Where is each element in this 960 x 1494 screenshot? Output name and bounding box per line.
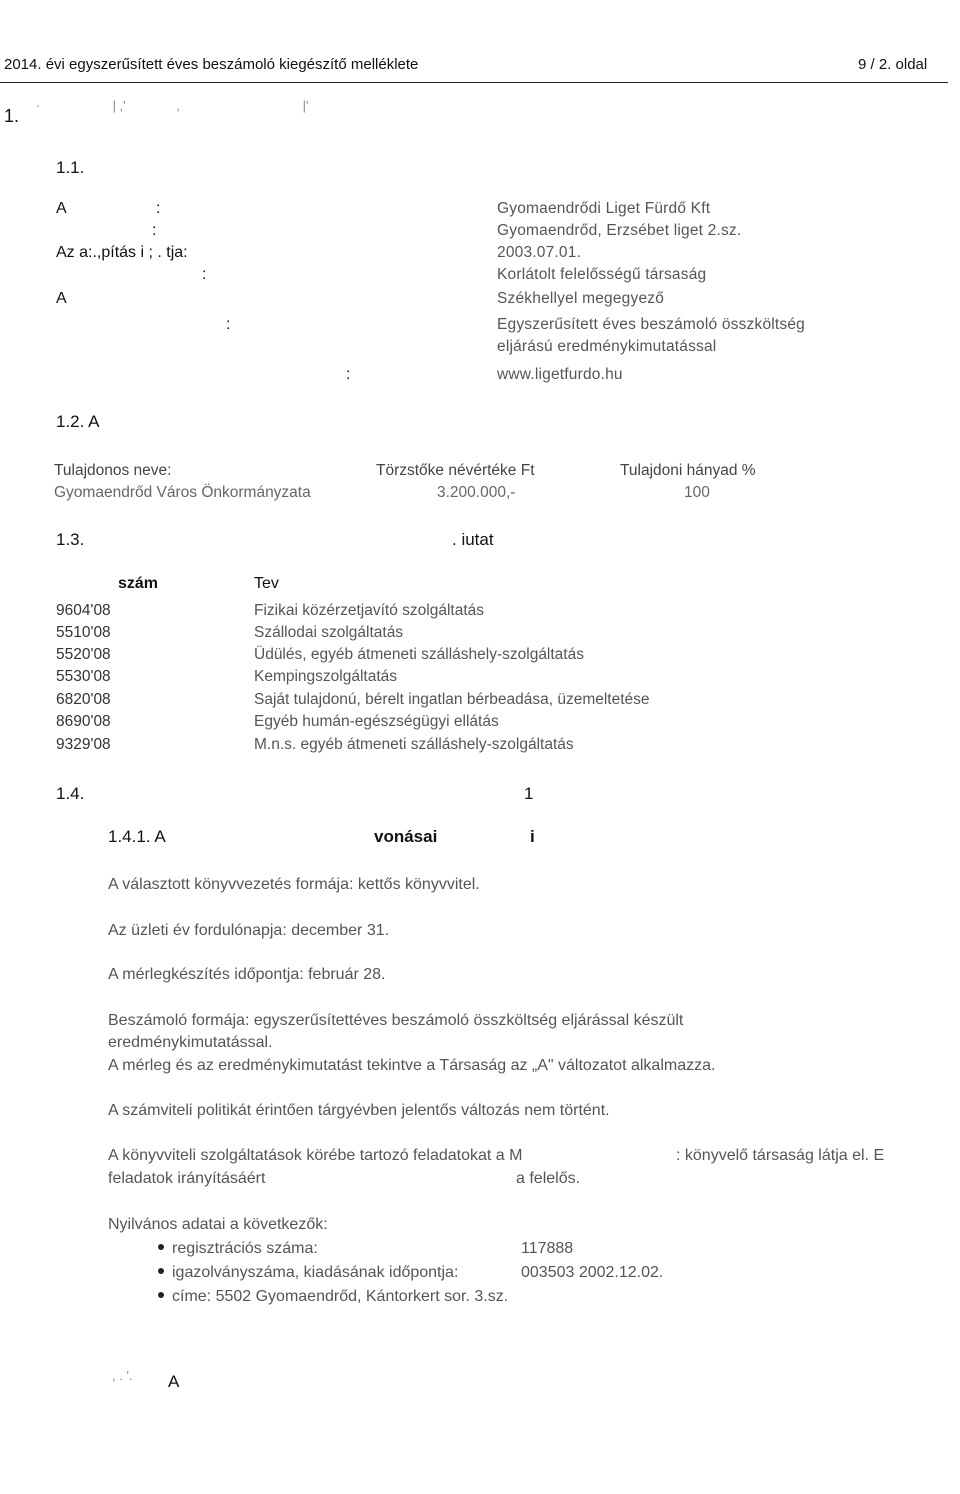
owners-header-share: Tulajdoni hányad % [620,462,756,479]
label-form: : [202,266,207,283]
company-name-value: Gyomaendrődi Liget Fürdő Kft [497,200,711,217]
activity-code: 5510'08 [56,624,111,641]
report-type-value-line2: eljárású eredménykimutatással [497,338,717,355]
bullet-registration [158,1240,318,1258]
label-web: : [346,366,351,383]
section-1-4-1-heading-mid: vonásai [374,827,438,846]
section-1-4-heading-end: 1 [524,784,534,803]
label-company-name: A [56,200,67,217]
activity-code: 9329'08 [56,736,111,753]
label-founding: Az a:.,pítás i ; . tja: [56,244,188,261]
scan-artifact: · | ,' , |' [36,98,309,113]
bullet-label: igazolványszáma, kiadásának időpontja: [172,1264,459,1281]
activity-code: 6820'08 [56,691,111,708]
activity-desc: Üdülés, egyéb átmeneti szálláshely-szolgáltatás [254,646,584,663]
activity-code: 5530'08 [56,668,111,685]
paragraph-report-form-line1: Beszámoló formája: egyszerűsítettéves beszámoló összköltség eljárással készült [108,1012,684,1029]
bullet-label: címe: 5502 Gyomaendrőd, Kántorkert sor. 3.sz. [172,1288,509,1305]
owners-header-capital: Törzstőke névértéke Ft [376,462,535,479]
paragraph-bookkeeping-service-a: A könyvviteli szolgáltatások körébe tartozó feladatokat a M [108,1147,523,1164]
label-report-type: : [226,316,231,333]
activity-desc: M.n.s. egyéb átmeneti szálláshely-szolgáltatás [254,736,574,753]
paragraph-accounting-policy: A számviteli politikát érintően tárgyévben jelentős változás nem történt. [108,1102,610,1119]
paragraph-fiscal-year: Az üzleti év fordulónapja: december 31. [108,922,390,939]
activity-desc-header: Tev [254,575,279,592]
activity-code-header: szám [118,575,159,592]
label-colon-1: : [156,200,161,217]
paragraph-balance-date: A mérlegkészítés időpontja: február 28. [108,966,386,983]
document-title: 2014. évi egyszerűsített éves beszámoló kiegészítő melléklete [4,56,419,73]
section-1-1-heading: 1.1. [56,158,85,177]
activity-desc: Saját tulajdonú, bérelt ingatlan bérbeadása, üzemeltetése [254,691,650,708]
activity-desc: Kempingszolgáltatás [254,668,398,685]
activity-desc: Fizikai közérzetjavító szolgáltatás [254,602,485,619]
bullet-address [158,1288,508,1306]
paragraph-public-data: Nyilvános adatai a következők: [108,1216,328,1233]
paragraph-responsible-a: feladatok irányításáért [108,1170,266,1187]
registration-number: 117888 [521,1240,574,1257]
bullet-label: regisztrációs száma: [172,1240,318,1257]
paragraph-bookkeeping-service-b: : könyvelő társaság látja el. E [676,1147,885,1164]
header-rule [0,82,948,83]
section-1-2-heading: 1.2. A [56,412,100,431]
paragraph-report-form-line2: eredménykimutatással. [108,1034,273,1051]
bullet-dot [158,1244,164,1250]
owner-name: Gyomaendrőd Város Önkormányzata [54,484,311,501]
section-1-4-heading: 1.4. [56,784,85,803]
premises-value: Székhellyel megegyező [497,290,665,307]
company-form-value: Korlátolt felelősségű társaság [497,266,707,283]
label-seat: : [152,222,157,239]
section-1-4-1-heading: 1.4.1. A [108,827,166,846]
founding-date-value: 2003.07.01. [497,244,582,261]
paragraph-responsible-b: a felelős. [516,1170,581,1187]
label-premises: A [56,290,67,307]
bullet-dot [158,1292,164,1298]
paragraph-balance-version: A mérleg és az eredménykimutatást tekintve a Társaság az „A" változatot alkalmazza. [108,1057,716,1074]
section-1-3-heading: 1.3. [56,530,85,549]
seat-value: Gyomaendrőd, Erzsébet liget 2.sz. [497,222,742,239]
scan-artifact: , . '. [112,1368,133,1383]
owner-share: 100 [684,484,710,501]
activity-code: 9604'08 [56,602,111,619]
section-1-heading: 1. [4,106,20,126]
activity-desc: Egyéb humán-egészségügyi ellátás [254,713,499,730]
section-1-3-heading-tail: . iutat [452,530,494,549]
activity-desc: Szállodai szolgáltatás [254,624,404,641]
section-1-5-heading: A [168,1372,180,1391]
owner-capital: 3.200.000,- [437,484,516,501]
activity-code: 5520'08 [56,646,111,663]
website-value: www.ligetfurdo.hu [497,366,623,383]
section-1-4-1-heading-end: i [530,827,535,846]
bullet-certificate [158,1264,458,1282]
bullet-dot [158,1268,164,1274]
paragraph-bookkeeping: A választott könyvvezetés formája: kettős könyvvitel. [108,876,480,893]
report-type-value-line1: Egyszerűsített éves beszámoló összköltség [497,316,806,333]
activity-code: 8690'08 [56,713,111,730]
page-number: 9 / 2. oldal [858,56,928,73]
owners-header-name: Tulajdonos neve: [54,462,172,479]
certificate-value: 003503 2002.12.02. [521,1264,664,1281]
